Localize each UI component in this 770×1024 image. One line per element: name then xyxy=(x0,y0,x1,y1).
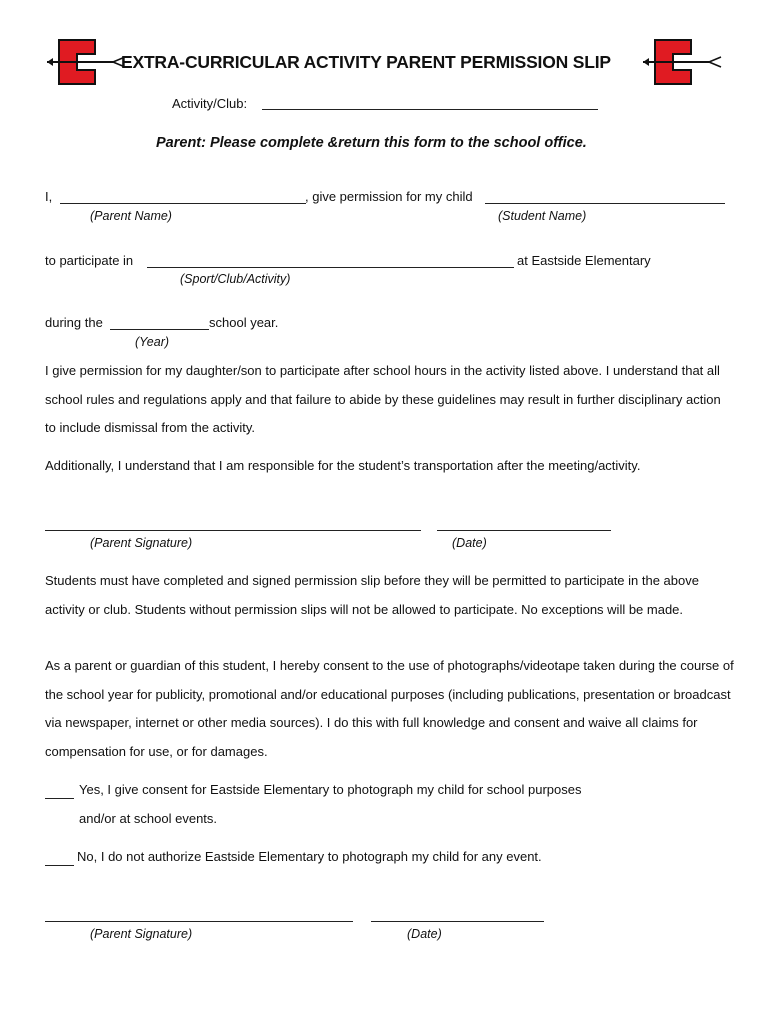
during-prefix: during the xyxy=(45,315,103,330)
date-caption-2: (Date) xyxy=(407,927,442,941)
activity-field[interactable] xyxy=(147,267,514,268)
c-arrow-logo-icon xyxy=(47,38,127,86)
date-field[interactable] xyxy=(437,530,611,531)
parent-name-field[interactable] xyxy=(60,203,306,204)
return-notice: Parent: Please complete &return this form to the school office. xyxy=(156,135,587,151)
participate-suffix: at Eastside Elementary xyxy=(517,253,651,268)
yes-consent-line2: and/or at school events. xyxy=(79,811,218,826)
year-caption: (Year) xyxy=(135,335,170,349)
permission-prefix: I, xyxy=(45,189,53,204)
no-consent-blank[interactable] xyxy=(45,865,74,866)
activity-club-field[interactable] xyxy=(262,109,598,110)
agreement-paragraph: I give permission for my daughter/son to participate after school hours in the activity listed above. I understand that all school rules and regulations apply and that failure to abide by these guidelines may result in further disciplinary action to include dismissal from the activity. xyxy=(45,363,721,435)
c-arrow-logo-icon xyxy=(643,38,723,86)
activity-caption: (Sport/Club/Activity) xyxy=(180,272,291,286)
parent-signature-field[interactable] xyxy=(45,530,421,531)
parent-signature-caption-2: (Parent Signature) xyxy=(90,927,193,941)
participate-prefix: to participate in xyxy=(45,253,134,268)
no-consent-line: No, I do not authorize Eastside Elementary to photograph my child for any event. xyxy=(77,849,542,864)
student-name-caption: (Student Name) xyxy=(498,209,587,223)
parent-signature-caption: (Parent Signature) xyxy=(90,536,193,550)
permission-middle: , give permission for my child xyxy=(305,189,473,204)
activity-club-label: Activity/Club: xyxy=(172,96,248,111)
date-caption: (Date) xyxy=(452,536,487,550)
date-field-2[interactable] xyxy=(371,921,544,922)
during-suffix: school year. xyxy=(209,315,279,330)
year-field[interactable] xyxy=(110,329,209,330)
yes-consent-blank[interactable] xyxy=(45,798,74,799)
consent-paragraph: As a parent or guardian of this student, I hereby consent to the use of photographs/videotape taken during the course of the school year for publicity, promotional and/or educational purposes (including publications, presentation or broadcast via newspaper, internet or other media sources). I do this with full knowledge and consent and waive all claims for compensation for use, or for damages. xyxy=(45,658,734,759)
student-name-field[interactable] xyxy=(485,203,725,204)
parent-signature-field-2[interactable] xyxy=(45,921,353,922)
transportation-paragraph: Additionally, I understand that I am responsible for the student’s transportation after the meeting/activity. xyxy=(45,458,641,473)
yes-consent-line1: Yes, I give consent for Eastside Elementary to photograph my child for school purposes xyxy=(79,782,582,797)
requirement-paragraph: Students must have completed and signed permission slip before they will be permitted to participate in the above activity or club. Students without permission slips will not be allowed to participate. No exceptions will be made. xyxy=(45,573,699,617)
page-title: EXTRA-CURRICULAR ACTIVITY PARENT PERMISSION SLIP xyxy=(121,52,611,72)
parent-name-caption: (Parent Name) xyxy=(90,209,172,223)
